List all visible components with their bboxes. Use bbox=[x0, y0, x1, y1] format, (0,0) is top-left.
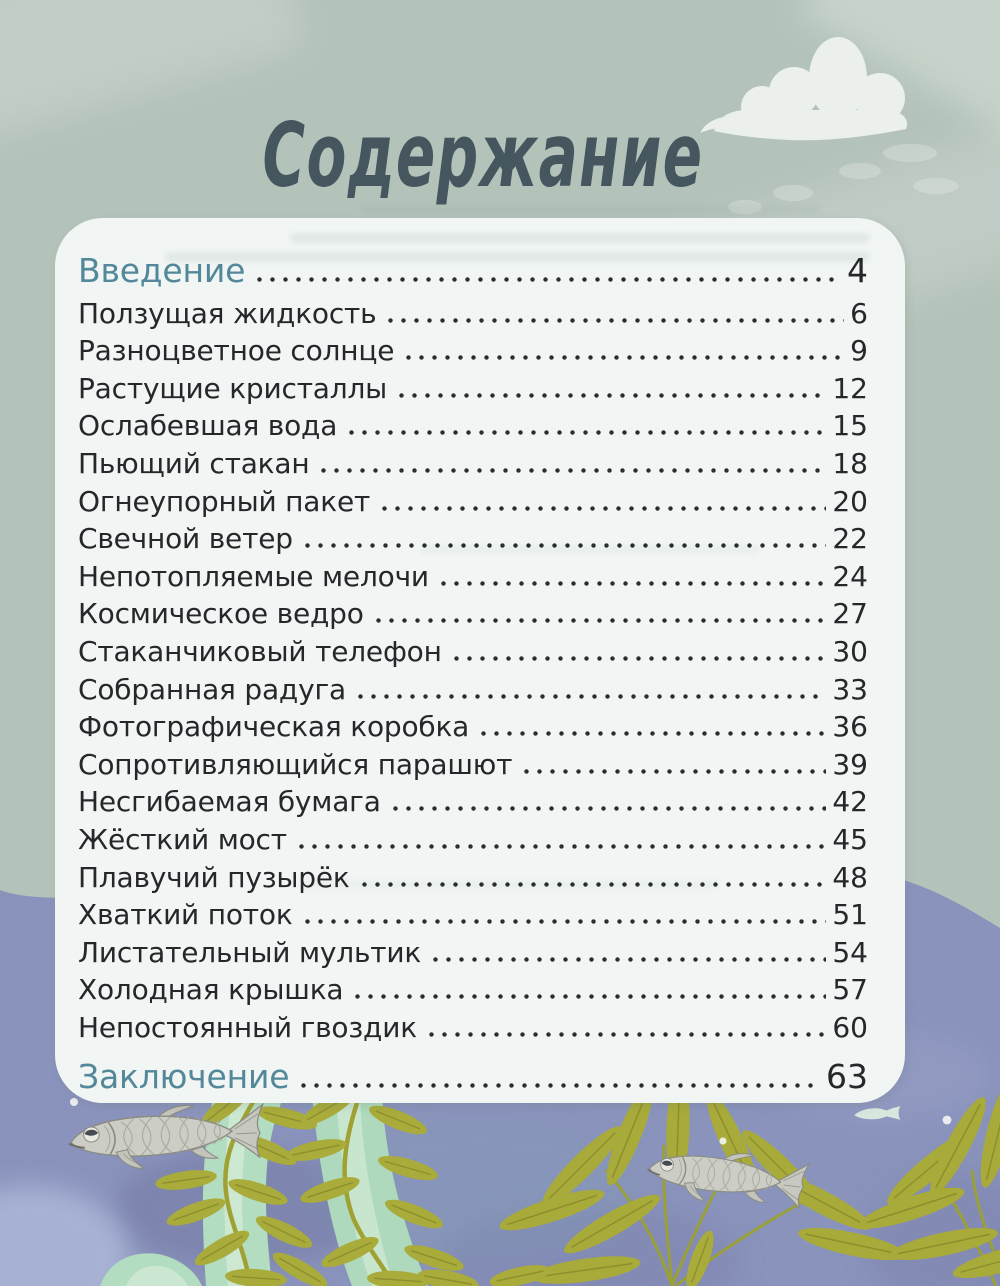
dot-leader bbox=[389, 789, 827, 811]
toc-row bbox=[78, 632, 868, 670]
toc-row bbox=[78, 858, 868, 896]
dot-leader bbox=[351, 977, 826, 999]
toc-entry-page: 18 bbox=[832, 446, 868, 480]
toc-entry-label: Листательный мультик bbox=[78, 935, 422, 969]
dot-leader bbox=[297, 1066, 820, 1088]
toc-entry-label: Космическое ведро bbox=[78, 597, 364, 631]
toc-entry-label: Фотографическая коробка bbox=[78, 710, 470, 744]
toc-row bbox=[78, 782, 868, 820]
dot-leader bbox=[477, 714, 826, 736]
toc-row bbox=[78, 406, 868, 444]
toc-row bbox=[78, 745, 868, 783]
toc-entry-page: 27 bbox=[832, 597, 868, 631]
toc-row bbox=[78, 444, 868, 482]
dot-leader bbox=[395, 376, 826, 398]
dot-leader bbox=[450, 639, 827, 661]
toc-entry-label: Жёсткий мост bbox=[78, 822, 287, 856]
toc-entry-page: 45 bbox=[832, 822, 868, 856]
toc-entry-label: Сопротивляющийся парашют bbox=[78, 747, 513, 781]
toc-entry-label: Плавучий пузырёк bbox=[78, 860, 350, 894]
toc-entry-label: Огнеупорный пакет bbox=[78, 484, 371, 518]
dot-leader bbox=[358, 865, 827, 887]
toc-entry-page: 54 bbox=[832, 935, 868, 969]
toc-entry-label: Свечной ветер bbox=[78, 522, 293, 556]
dot-leader bbox=[372, 601, 827, 623]
toc-entry-page: 57 bbox=[832, 973, 868, 1007]
dot-leader bbox=[317, 451, 826, 473]
toc-row bbox=[78, 1008, 868, 1046]
toc-entry-page: 12 bbox=[832, 371, 868, 405]
toc-entry-page: 15 bbox=[832, 409, 868, 443]
toc-row bbox=[78, 519, 868, 557]
toc-list bbox=[78, 248, 868, 1097]
toc-entry-page: 36 bbox=[832, 710, 868, 744]
toc-entry-page: 22 bbox=[832, 522, 868, 556]
toc-row bbox=[78, 1054, 868, 1097]
dot-leader bbox=[429, 940, 826, 962]
toc-row bbox=[78, 895, 868, 933]
toc-entry-label: Непостоянный гвоздик bbox=[78, 1010, 417, 1044]
toc-entry-page: 63 bbox=[826, 1057, 868, 1097]
dot-leader bbox=[301, 902, 827, 924]
toc-row bbox=[78, 820, 868, 858]
toc-row bbox=[78, 557, 868, 595]
toc-entry-label: Несгибаемая бумага bbox=[78, 785, 381, 819]
page-title: Содержание bbox=[262, 104, 704, 207]
dot-leader bbox=[402, 338, 844, 360]
toc-entry-label: Стаканчиковый телефон bbox=[78, 634, 442, 668]
dot-leader bbox=[384, 301, 844, 323]
dot-leader bbox=[425, 1015, 826, 1037]
dot-leader bbox=[295, 827, 827, 849]
toc-entry-page: 4 bbox=[847, 251, 868, 290]
toc-entry-page: 42 bbox=[832, 785, 868, 819]
toc-entry-label: Ползущая жидкость bbox=[78, 296, 377, 330]
toc-entry-label: Разноцветное солнце bbox=[78, 334, 395, 368]
toc-entry-page: 20 bbox=[832, 484, 868, 518]
toc-row bbox=[78, 933, 868, 971]
toc-row bbox=[78, 248, 868, 290]
toc-entry-page: 30 bbox=[832, 634, 868, 668]
toc-entry-label: Заключение bbox=[78, 1057, 290, 1097]
toc-entry-page: 60 bbox=[832, 1010, 868, 1044]
toc-entry-page: 33 bbox=[832, 672, 868, 706]
toc-entry-label: Растущие кристаллы bbox=[78, 371, 388, 405]
toc-row bbox=[78, 707, 868, 745]
show-through-text bbox=[290, 233, 870, 243]
dot-leader bbox=[253, 260, 841, 282]
toc-entry-page: 6 bbox=[850, 296, 868, 330]
toc-entry-page: 51 bbox=[832, 898, 868, 932]
toc-row bbox=[78, 369, 868, 407]
dot-leader bbox=[437, 564, 826, 586]
toc-entry-label: Непотопляемые мелочи bbox=[78, 559, 429, 593]
toc-entry-label: Пьющий стакан bbox=[78, 446, 310, 480]
toc-row bbox=[78, 970, 868, 1008]
toc-entry-page: 39 bbox=[832, 747, 868, 781]
toc-entry-label: Холодная крышка bbox=[78, 973, 344, 1007]
toc-entry-label: Ослабевшая вода bbox=[78, 409, 338, 443]
dot-leader bbox=[378, 489, 826, 511]
toc-row bbox=[78, 294, 868, 332]
toc-row bbox=[78, 594, 868, 632]
dot-leader bbox=[301, 526, 827, 548]
dot-leader bbox=[520, 752, 826, 774]
dot-leader bbox=[345, 413, 826, 435]
toc-row bbox=[78, 331, 868, 369]
toc-entry-page: 48 bbox=[832, 860, 868, 894]
toc-entry-label: Хваткий поток bbox=[78, 898, 293, 932]
toc-entry-page: 9 bbox=[850, 334, 868, 368]
dot-leader bbox=[354, 677, 826, 699]
toc-card bbox=[55, 218, 905, 1103]
toc-entry-label: Собранная радуга bbox=[78, 672, 346, 706]
toc-row bbox=[78, 670, 868, 708]
toc-entry-page: 24 bbox=[832, 559, 868, 593]
toc-entry-label: Введение bbox=[78, 251, 246, 290]
toc-row bbox=[78, 482, 868, 520]
